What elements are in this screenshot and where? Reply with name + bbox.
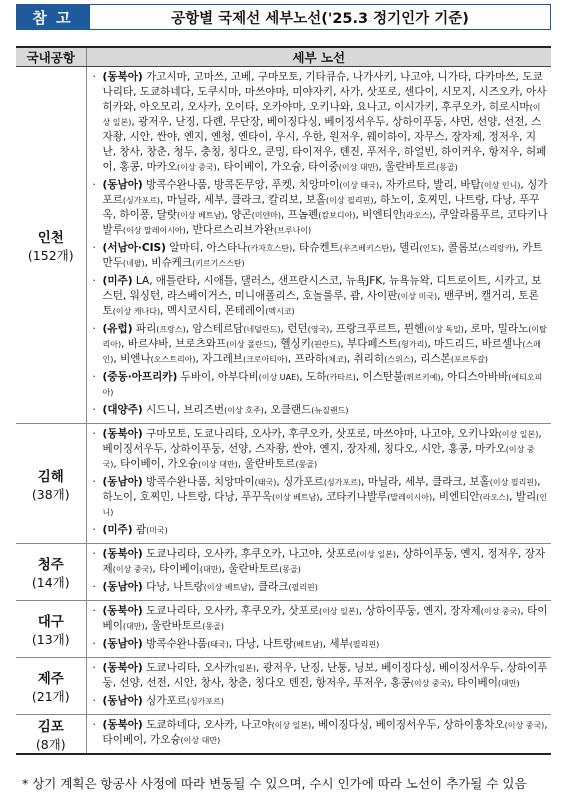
bullet-icon: · <box>92 638 96 650</box>
region-label: (유럽) <box>102 323 133 335</box>
country-note: (이상 호주) <box>224 406 264 415</box>
region-label: (동남아) <box>102 695 143 707</box>
airport-route-count: (38개) <box>31 486 70 502</box>
airport-name: 김포 <box>37 719 64 735</box>
country-note: (미국) <box>146 526 168 535</box>
country-note: (이상 대만) <box>180 736 221 745</box>
country-note: (카타르) <box>326 373 356 382</box>
country-note: (영국) <box>307 325 330 334</box>
region-group <box>93 427 549 472</box>
region-routes <box>103 604 549 634</box>
routes-cell <box>86 715 551 755</box>
country-note: (필리핀) <box>288 583 318 592</box>
bullet-icon: · <box>92 662 96 674</box>
region-routes <box>103 475 549 520</box>
region-label: (동남아) <box>102 179 143 191</box>
routes-cell <box>86 601 551 658</box>
region-routes <box>103 403 549 418</box>
routes-cell <box>86 424 551 544</box>
region-group <box>93 70 549 175</box>
bullet-icon: · <box>92 179 96 191</box>
bullet-icon: · <box>92 476 96 488</box>
route-list: 가고시마, 고마쓰, 고베, 구마모토, 기타큐슈, 나가사키, 나고야, 니가타, 다카마쓰, 도쿄나리타, 도쿄하네다, 도쿠시마, 마쓰야마, 미야자키, 사가, 삿포로, 센다이, 시모지, 시즈오카, 아사히카와, 아오모리, 오사카, 오이타, 오카야마, 오키나와, 요나고, 이시가키, 후쿠오카, 히로시마(이상 일본), 광저우, 난징, 다롄, 무단장, 베이징다싱, 베이징서우두, 상하이푸둥, 샤먼, 선양, 선전, 스자좡, 시안, 싼야, 옌지, 옌청, 옌타이, 우시, 우한, 원저우, 웨이하이, 자무스, 장자제, 정저우, 지난, 창사, 창춘, 청두, 충칭, 칭다오, 쿤밍, 타이저우, 톈진, 푸저우, 하얼빈, 하이커우, 항저우, 허페이, 홍콩, 마카오(이상 중국), 타이베이, 가오슝, 타이중(이상 대만), 울란바토르(몽골) <box>102 71 547 173</box>
country-note: (싱가포르) <box>323 478 361 487</box>
country-note: (이상 대만) <box>198 460 238 469</box>
country-note: (이상 중국) <box>102 445 535 469</box>
country-note: (라오스) <box>402 211 433 220</box>
reference-badge: 참 고 <box>16 4 89 30</box>
region-routes <box>103 178 549 238</box>
country-note: (네덜란드) <box>243 325 281 334</box>
airport-route-count: (152개) <box>27 248 74 263</box>
bullet-icon: · <box>92 323 96 335</box>
region-label: (동북아) <box>102 719 143 731</box>
region-routes <box>103 718 549 748</box>
airport-cell <box>16 67 86 424</box>
airport-route-count: (21개) <box>31 689 70 704</box>
country-note: (이상 일본) <box>319 607 359 616</box>
region-label: (중동·아프리카) <box>102 371 178 383</box>
footnote: * 상기 계획은 항공사 사정에 따라 변동될 수 있으며, 수시 인가에 따라 노선이 추가될 수 있음 <box>22 776 527 791</box>
region-label: (동남아) <box>102 638 143 650</box>
route-list: 파리(프랑스), 암스테르담(네덜란드), 런던(영국), 프랑크푸르트, 뮌헨(이상 독일), 로마, 밀라노(이탈리아), 바르샤바, 브로츠와프(이상 폴란드), 헬싱키(핀란드), 부다페스트(헝가리), 마드리드, 바르셀나(스페인), 비엔나(오스트리아), 자그레브(크로아티아), 프라하(체코), 취리히(스위스), 리스본(포르투갈) <box>102 323 547 365</box>
table-row <box>16 424 551 544</box>
routes-cell <box>86 544 551 601</box>
country-note: (이상 베트남) <box>203 583 252 592</box>
region-group <box>93 637 549 652</box>
country-note: (몽골) <box>436 163 458 172</box>
country-note: (헝가리) <box>398 340 428 349</box>
country-note: (캄보디아) <box>318 211 356 220</box>
region-routes <box>103 523 549 538</box>
table-row <box>16 601 551 658</box>
route-list: 도쿄나리타, 오사카, 후쿠오카, 삿포로(이상 일본), 상하이푸둥, 옌지, 장자제(이상 중국), 타이베이(대만), 울란바토르(몽골) <box>102 605 548 632</box>
region-routes <box>103 694 549 709</box>
country-note: (오스트리아) <box>150 355 196 364</box>
airport-name: 인천 <box>37 230 64 246</box>
airport-name: 김해 <box>37 468 64 485</box>
bullet-icon: · <box>92 71 96 83</box>
airport-route-count: (13개) <box>31 632 70 647</box>
bullet-icon: · <box>92 371 96 383</box>
region-group <box>93 403 549 418</box>
country-note: (미얀마) <box>251 211 282 220</box>
country-note: (체코) <box>325 355 347 364</box>
region-label: (동북아) <box>102 605 143 617</box>
bullet-icon: · <box>92 242 96 254</box>
bullet-icon: · <box>92 695 96 707</box>
region-routes <box>103 637 549 652</box>
region-routes <box>103 322 549 367</box>
airport-cell <box>16 544 86 601</box>
country-note: (대만) <box>199 565 222 574</box>
airport-name: 청주 <box>37 557 64 573</box>
region-label: (동북아) <box>102 548 143 560</box>
country-note: (싱가포르) <box>122 196 161 205</box>
country-note: (태국) <box>254 478 277 487</box>
route-list: 알마티, 아스타나(카자흐스탄), 타슈켄트(우즈베키스탄), 델리(인도), 콜롬보(스리랑카), 카트만두(네팔), 비슈케크(키르기스스탄) <box>102 242 543 269</box>
bullet-icon: · <box>92 581 96 593</box>
table-row <box>16 544 551 601</box>
routes-cell <box>86 658 551 715</box>
country-note: (튀르키예) <box>403 373 441 382</box>
country-note: (몽골) <box>295 460 318 469</box>
route-list: 다낭, 나트랑(이상 베트남), 클라크(필리핀) <box>142 581 318 593</box>
country-note: (멕시코) <box>265 307 295 316</box>
country-note: (이상 미국) <box>397 292 438 301</box>
country-note: (카자흐스탄) <box>247 244 293 253</box>
country-note: (대만) <box>122 622 145 631</box>
country-note: (크로아티아) <box>243 355 288 364</box>
airport-name: 대구 <box>37 614 64 630</box>
country-note: (베트남) <box>293 640 323 649</box>
region-label: (동북아) <box>102 71 143 83</box>
region-group <box>93 718 549 748</box>
route-list: 구마모토, 도쿄나리타, 오사카, 후쿠오카, 삿포로, 마쓰야마, 나고야, 오키나와(이상 일본), 베이징서우두, 상하이푸둥, 선양, 스자좡, 싼야, 옌지, 장자제, 칭다오, 시안, 홍콩, 마카오(이상 중국), 타이베이, 가오슝(이상 대만), 울란바토르(몽골) <box>102 428 542 470</box>
country-note: (이상 중국) <box>177 163 217 172</box>
country-note: (스페인) <box>102 340 541 364</box>
region-group <box>93 178 549 238</box>
route-list: 방콕수완나품, 치앙마이(태국), 싱가포르(싱가포르), 마닐라, 세부, 클라크, 보홀(이상 필리핀), 하노이, 호찌민, 나트랑, 다낭, 푸꾸옥(이상 베트남), 코타키나발루(말레이시아), 비엔티안(라오스), 발리(인니) <box>102 476 547 517</box>
region-label: (동남아) <box>102 581 143 593</box>
region-label: (동남아) <box>102 476 143 488</box>
page-title: 공항별 국제선 세부노선('25.3 정기인가 기준) <box>89 4 551 30</box>
region-routes <box>103 370 549 400</box>
airport-route-count: (8개) <box>35 737 66 752</box>
col-header-airport: 국내공항 <box>16 47 86 67</box>
route-list: 방콕수완나품, 방콕돈무앙, 푸켓, 치앙마이(이상 태국), 자카르타, 발리, 바탐(이상 인니), 싱가포르(싱가포르), 마닐라, 세부, 클라크, 칼리보, 보홀(이상 필리핀), 하노이, 호찌민, 나트랑, 다낭, 푸꾸옥, 하이퐁, 달랏(이상 베트남), 양곤(미얀마), 프놈펜(캄보디아), 비엔티안(라오스), 쿠알라룸푸르, 코타키나발루(이상 말레이시아), 반다르스리브가완(브루나이) <box>102 179 548 236</box>
country-note: (이상 캐나다) <box>112 307 161 316</box>
country-note: (싱가포르) <box>186 697 224 706</box>
country-note: (이상 중국) <box>410 679 451 688</box>
bullet-icon: · <box>92 605 96 617</box>
table-row <box>16 658 551 715</box>
country-note: (이상 중국) <box>504 721 545 730</box>
country-note: (스리랑카) <box>478 244 516 253</box>
table-row <box>16 715 551 755</box>
region-group <box>93 475 549 520</box>
route-list: 도쿄하네다, 오사카, 나고야(이상 일본), 베이징다싱, 베이징서우두, 상하이훙차오(이상 중국), 타이베이, 가오슝(이상 대만) <box>102 719 548 746</box>
country-note: (뉴질랜드) <box>311 406 349 415</box>
country-note: (태국) <box>207 640 229 649</box>
country-note: (이상 일본) <box>271 721 312 730</box>
route-list: 괌(미국) <box>132 524 168 536</box>
country-note: (이상 UAE) <box>258 373 300 382</box>
bullet-icon: · <box>92 548 96 560</box>
region-routes <box>103 274 549 319</box>
region-label: (서남아·CIS) <box>102 242 166 254</box>
country-note: (에티오피아) <box>102 373 543 397</box>
country-note: (이상 일본) <box>102 103 541 127</box>
country-note: (이상 필리핀) <box>326 196 374 205</box>
country-note: (이상 말레이시아) <box>122 226 186 235</box>
region-group <box>93 661 549 691</box>
country-note: (이상 독일) <box>424 325 464 334</box>
region-group <box>93 580 549 595</box>
region-group <box>93 694 549 709</box>
country-note: (프랑스) <box>156 325 186 334</box>
col-header-routes: 세부 노선 <box>86 47 551 67</box>
country-note: (이상 태국) <box>339 181 380 190</box>
region-routes <box>103 580 549 595</box>
region-routes <box>103 70 549 175</box>
country-note: (이상 일본) <box>498 430 539 439</box>
bullet-icon: · <box>92 719 96 731</box>
bullet-icon: · <box>92 404 96 416</box>
country-note: (이상 대만) <box>338 163 379 172</box>
route-list: 도쿄나리타, 오사카, 후쿠오카, 나고야, 삿포로(이상 일본), 상하이푸둥, 옌지, 정저우, 장자제(이상 중국), 타이베이(대만), 울란바토르(몽골) <box>102 548 546 575</box>
region-group <box>93 241 549 271</box>
region-group <box>93 322 549 367</box>
region-routes <box>103 661 549 691</box>
route-list: 시드니, 브리즈번(이상 호주), 오클랜드(뉴질랜드) <box>142 404 349 416</box>
airport-cell <box>16 601 86 658</box>
region-group <box>93 604 549 634</box>
country-note: (이상 인니) <box>480 181 521 190</box>
country-note: (핀란드) <box>310 340 341 349</box>
region-label: (동북아) <box>102 428 143 440</box>
route-list: 도쿄나리타, 오사카(일본), 광저우, 난징, 난퉁, 닝보, 베이징다싱, 베이징서우두, 상하이푸둥, 선양, 선전, 시안, 창사, 창춘, 칭다오 톈진, 항저우, 푸저우, 홍콩(이상 중국), 타이베이(대만) <box>102 662 548 689</box>
country-note: (키르기스스탄) <box>192 259 245 268</box>
country-note: (이상 베트남) <box>271 493 320 502</box>
country-note: (스위스) <box>384 355 414 364</box>
country-note: (포르투갈) <box>450 355 489 364</box>
routes-cell <box>86 67 551 424</box>
country-note: (이상 폴란드) <box>226 340 274 349</box>
region-routes <box>103 547 549 577</box>
routes-table <box>16 46 551 755</box>
country-note: (우즈베키스탄) <box>339 244 393 253</box>
country-note: (대만) <box>497 679 520 688</box>
country-note: (이상 중국) <box>480 607 521 616</box>
airport-route-count: (14개) <box>31 575 70 590</box>
table-row <box>16 67 551 424</box>
route-list: LA, 애틀란타, 시애틀, 댈러스, 샌프란시스코, 뉴욕JFK, 뉴욕뉴왁, 디트로이트, 시카고, 보스턴, 워싱턴, 라스베이거스, 미니애폴리스, 호놀룰루, 괌, 사이판(이상 미국), 밴쿠버, 캘거리, 토론토(이상 캐나다), 멕시코시티, 몬테레이(멕시코) <box>102 275 542 317</box>
region-group <box>93 523 549 538</box>
country-note: (이상 베트남) <box>177 211 225 220</box>
country-note: (몽골) <box>202 622 224 631</box>
region-label: (미주) <box>102 524 133 536</box>
route-list: 두바이, 아부다비(이상 UAE), 도하(카타르), 이스탄불(튀르키예), 아디스아바바(에티오피아) <box>102 371 543 397</box>
airport-cell <box>16 658 86 715</box>
bullet-icon: · <box>92 428 96 440</box>
route-list: 방콕수완나품(태국), 다낭, 나트랑(베트남), 세부(필리핀) <box>142 638 380 650</box>
route-list: 싱가포르(싱가포르) <box>142 695 224 707</box>
airport-cell <box>16 424 86 544</box>
region-routes <box>103 427 549 472</box>
country-note: (말레이시아) <box>387 493 433 502</box>
region-label: (미주) <box>102 275 133 287</box>
country-note: (이상 필리핀) <box>489 478 538 487</box>
region-routes <box>103 241 549 271</box>
region-label: (대양주) <box>102 404 143 416</box>
region-group <box>93 274 549 319</box>
country-note: (라오스) <box>479 493 510 502</box>
country-note: (인니) <box>102 493 547 517</box>
country-note: (네팔) <box>122 259 145 268</box>
country-note: (일본) <box>234 664 256 673</box>
airport-cell <box>16 715 86 755</box>
bullet-icon: · <box>92 275 96 287</box>
country-note: (이상 일본) <box>356 550 396 559</box>
region-group <box>93 370 549 400</box>
country-note: (브루나이) <box>274 226 312 235</box>
country-note: (이상 중국) <box>112 565 153 574</box>
header <box>16 4 551 30</box>
region-label: (동북아) <box>102 662 143 674</box>
region-group <box>93 547 549 577</box>
country-note: (이탈리아) <box>102 325 547 349</box>
bullet-icon: · <box>92 524 96 536</box>
airport-name: 제주 <box>37 671 64 687</box>
country-note: (필리핀) <box>349 640 380 649</box>
country-note: (인도) <box>419 244 442 253</box>
country-note: (몽골) <box>279 565 301 574</box>
